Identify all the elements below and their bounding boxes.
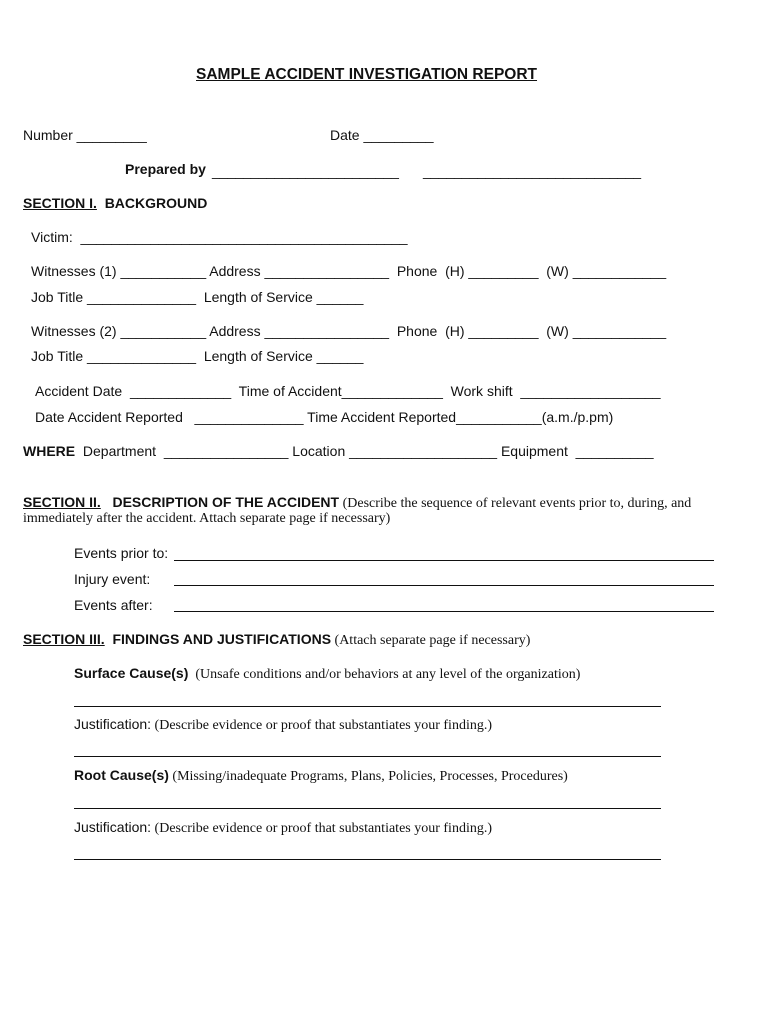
section-1-title: BACKGROUND <box>104 195 208 211</box>
witness-2-row[interactable]: Witnesses (2) ___________ Address ________________ Phone (H) _________ (W) ____________ <box>31 323 667 339</box>
page-title: SAMPLE ACCIDENT INVESTIGATION REPORT <box>196 66 538 83</box>
job-title-2-row[interactable]: Job Title ______________ Length of Service ______ <box>31 348 364 364</box>
justification-2-note: (Describe evidence or proof that substantiates your finding.) <box>151 821 492 836</box>
witness-1-row[interactable]: Witnesses (1) ___________ Address ________________ Phone (H) _________ (W) ____________ <box>31 263 667 279</box>
section-2-description-2: immediately after the accident. Attach separate page if necessary) <box>23 511 391 526</box>
events-after-label: Events after: <box>74 597 153 613</box>
surface-cause-line[interactable] <box>74 706 661 707</box>
section-1-heading <box>23 195 207 211</box>
surface-cause-note: (Unsafe conditions and/or behaviors at any level of the organization) <box>188 667 581 682</box>
events-after-line[interactable] <box>174 611 714 612</box>
where-label: WHERE <box>23 443 76 459</box>
justification-2-label: Justification: <box>74 819 152 835</box>
injury-event-label: Injury event: <box>74 571 151 587</box>
section-1-number: SECTION I. <box>23 195 97 211</box>
injury-event-line[interactable] <box>174 585 714 586</box>
date-field[interactable]: Date _________ <box>330 127 434 143</box>
root-cause-line[interactable] <box>74 808 661 809</box>
root-cause-note: (Missing/inadequate Programs, Plans, Policies, Processes, Procedures) <box>168 769 568 784</box>
prepared-by-field-2[interactable]: ____________________________ <box>423 163 642 179</box>
surface-cause-label: Surface Cause(s) <box>74 665 189 681</box>
number-field[interactable]: Number _________ <box>23 127 147 143</box>
prepared-by-field-1[interactable]: ________________________ <box>212 163 399 179</box>
justification-1-note: (Describe evidence or proof that substantiates your finding.) <box>151 718 492 733</box>
where-row[interactable] <box>23 443 654 459</box>
surface-cause-row <box>74 665 580 683</box>
justification-1-label: Justification: <box>74 716 152 732</box>
section-2-title: DESCRIPTION OF THE ACCIDENT <box>112 494 340 510</box>
section-3-number: SECTION III. <box>23 631 105 647</box>
root-cause-row <box>74 767 568 785</box>
events-prior-label: Events prior to: <box>74 545 169 561</box>
section-2-number: SECTION II. <box>23 494 101 510</box>
section-2-description-1: (Describe the sequence of relevant events prior to, during, and <box>339 496 692 511</box>
justification-1-line[interactable] <box>74 756 661 757</box>
prepared-by-label: Prepared by <box>125 161 206 177</box>
section-2-heading <box>23 494 691 512</box>
justification-2-row <box>74 819 492 837</box>
date-reported-row[interactable]: Date Accident Reported ______________ Time Accident Reported___________(a.m./p.pm) <box>35 409 614 425</box>
section-3-title: FINDINGS AND JUSTIFICATIONS <box>112 631 332 647</box>
events-prior-line[interactable] <box>174 560 714 561</box>
where-fields[interactable]: Department ________________ Location ___________________ Equipment __________ <box>75 443 654 459</box>
root-cause-label: Root Cause(s) <box>74 767 169 783</box>
section-3-note: (Attach separate page if necessary) <box>331 633 531 648</box>
job-title-1-row[interactable]: Job Title ______________ Length of Service ______ <box>31 289 364 305</box>
section-3-heading <box>23 631 530 649</box>
accident-date-row[interactable]: Accident Date _____________ Time of Accident_____________ Work shift __________________ <box>35 383 661 399</box>
victim-field[interactable]: Victim: __________________________________________ <box>31 229 408 245</box>
justification-2-line[interactable] <box>74 859 661 860</box>
justification-1-row <box>74 716 492 734</box>
